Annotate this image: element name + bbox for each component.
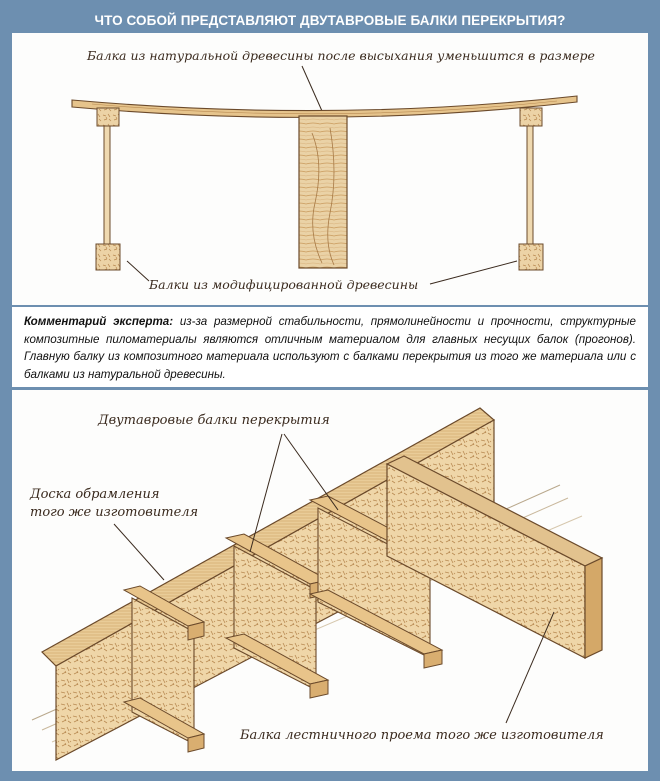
label-header-beam: Балка лестничного проема того же изготовителя: [240, 728, 604, 743]
comment-text: из-за размерной стабильности, прямолинейности и прочности, структурные композитные пиломатериалы являются отличным материалом для главных несущих балок (прогонов). Главную балку из композитного материала используют с балками перекрытия из того же материала или с балками из натуральной древесины.: [24, 315, 637, 381]
leader-line-top: [302, 66, 322, 111]
label-rim-line2: того же изготовителя: [30, 505, 199, 520]
ijoist-illustration: [12, 390, 648, 771]
left-bottom-block: [96, 244, 120, 270]
comment-lead: Комментарий эксперта:: [24, 315, 174, 328]
right-column: [527, 126, 533, 244]
leader-line-right: [430, 261, 517, 284]
label-ijoists: Двутавровые балки перекрытия: [98, 413, 330, 428]
right-top-block: [520, 108, 542, 126]
leader-rim: [114, 524, 164, 580]
leader-line-left: [127, 261, 149, 281]
expert-comment: [24, 313, 636, 383]
right-bottom-block: [519, 244, 543, 270]
page-title: ЧТО СОБОЙ ПРЕДСТАВЛЯЮТ ДВУТАВРОВЫЕ БАЛКИ ПЕРЕКРЫТИЯ?: [12, 10, 648, 32]
beam-shrink-illustration: [12, 33, 648, 305]
left-column: [104, 126, 110, 244]
left-top-block: [97, 108, 119, 126]
leader-ijoist-b: [284, 434, 338, 510]
bowed-beam: [72, 96, 577, 117]
label-rim-line1: Доска обрамления: [30, 487, 160, 502]
label-natural-beam: Балка из натуральной древесины после высыхания уменьшится в размере: [87, 48, 595, 63]
expert-comment-box: [12, 307, 648, 387]
label-modified-wood: Балки из модифицированной древесины: [149, 277, 419, 292]
diagram-ijoist-framing: [12, 390, 648, 771]
header-beam-end: [585, 558, 602, 658]
diagram-beam-shrink: [12, 33, 648, 305]
natural-wood-post: [299, 116, 347, 268]
